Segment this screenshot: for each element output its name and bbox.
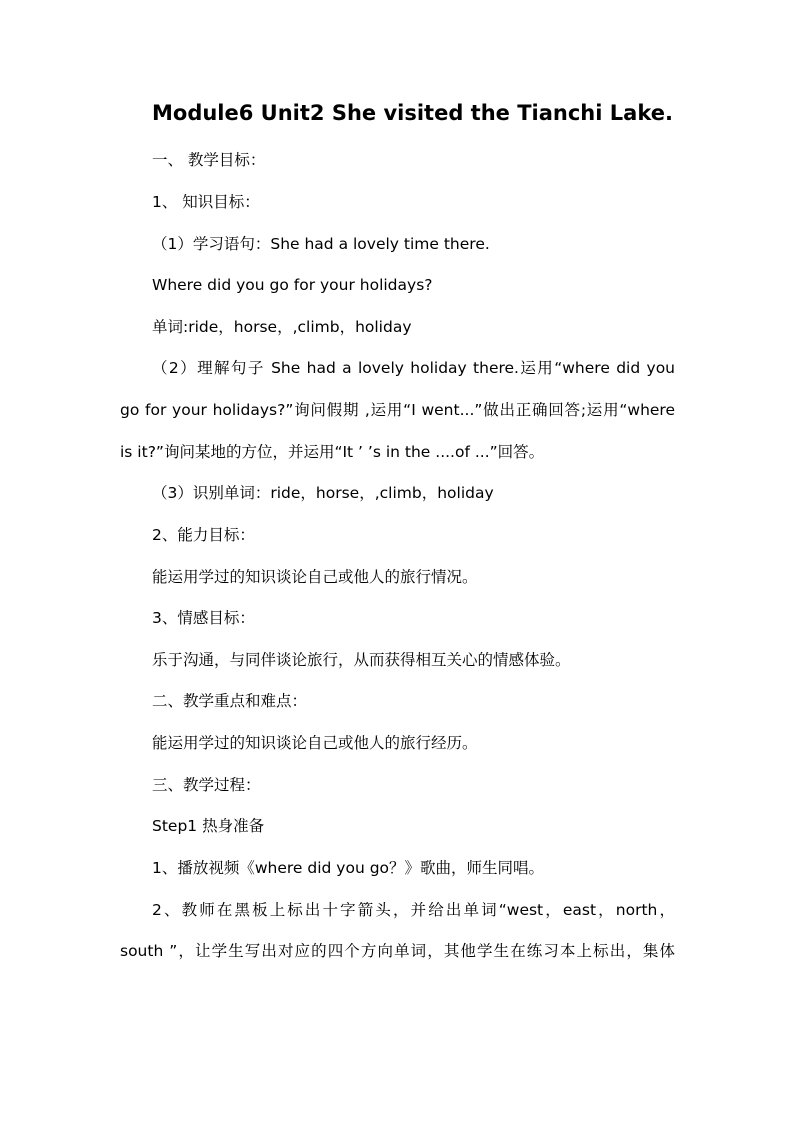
paragraph-line: 能运用学过的知识谈论自己或他人的旅行情况。 (152, 568, 478, 586)
paragraph-line: 能运用学过的知识谈论自己或他人的旅行经历。 (152, 734, 478, 752)
section-heading-objectives: 一、 教学目标： (152, 151, 266, 169)
paragraph-line: 单词:ride，horse，,climb，holiday (152, 318, 412, 336)
document-title: Module6 Unit2 She visited the Tianchi Lake. (152, 101, 673, 125)
paragraph-line: （3）识别单词：ride，horse，,climb，holiday (152, 484, 494, 502)
paragraph-line: （1）学习语句：She had a lovely time there. (152, 235, 490, 253)
paragraph-line: （2）理解句子 She had a lovely holiday there.运用“where did you (152, 359, 675, 377)
paragraph-line: 1、播放视频《where did you go？》歌曲，师生同唱。 (152, 859, 545, 877)
paragraph-line: Where did you go for your holidays? (152, 276, 433, 294)
step-heading: Step1 热身准备 (152, 817, 265, 835)
subheading-emotional-objectives: 3、情感目标： (152, 609, 255, 627)
paragraph-line: 乐于沟通，与同伴谈论旅行，从而获得相互关心的情感体验。 (152, 651, 571, 669)
paragraph-line: go for your holidays?”询问假期 ,运用“I went...”做出正确回答;运用“where (120, 401, 675, 419)
paragraph-line: south ”，让学生写出对应的四个方向单词，其他学生在练习本上标出，集体 (120, 942, 675, 960)
section-heading-teaching-process: 三、教学过程： (152, 776, 261, 794)
subheading-ability-objectives: 2、能力目标： (152, 526, 255, 544)
subheading-knowledge-objectives: 1、 知识目标： (152, 193, 260, 211)
paragraph-line: is it?”询问某地的方位，并运用“It ’ ’s in the ....of ...”回答。 (120, 443, 545, 461)
section-heading-key-points: 二、教学重点和难点： (152, 692, 308, 710)
paragraph-line: 2、教师在黑板上标出十字箭头，并给出单词“west，east，north， (152, 901, 675, 919)
